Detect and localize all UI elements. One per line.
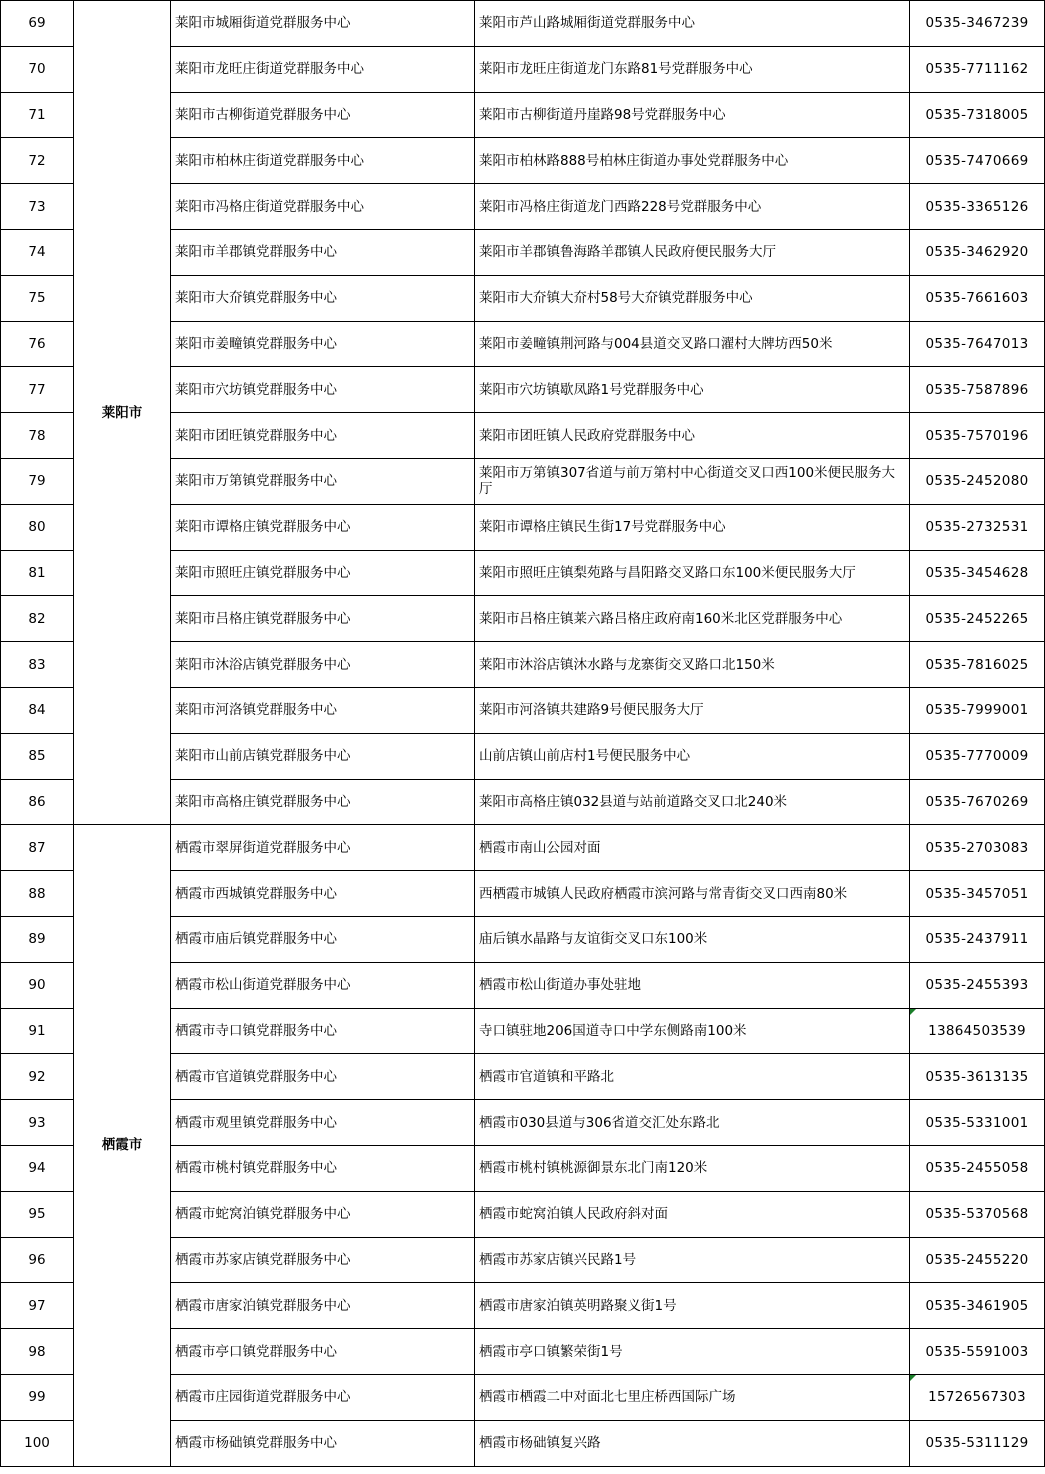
center-address: 栖霞市南山公园对面 bbox=[475, 825, 910, 871]
contact-phone: 0535-7711162 bbox=[910, 46, 1045, 92]
center-name: 莱阳市柏林庄街道党群服务中心 bbox=[171, 138, 475, 184]
center-name: 栖霞市官道镇党群服务中心 bbox=[171, 1054, 475, 1100]
contact-phone: 0535-7999001 bbox=[910, 687, 1045, 733]
contact-phone: 0535-5311129 bbox=[910, 1420, 1045, 1466]
center-name: 栖霞市松山街道党群服务中心 bbox=[171, 962, 475, 1008]
center-address: 莱阳市穴坊镇歇凤路1号党群服务中心 bbox=[475, 367, 910, 413]
center-name: 莱阳市穴坊镇党群服务中心 bbox=[171, 367, 475, 413]
center-name: 莱阳市羊郡镇党群服务中心 bbox=[171, 229, 475, 275]
contact-phone: 0535-3457051 bbox=[910, 871, 1045, 917]
center-address: 莱阳市柏林路888号柏林庄街道办事处党群服务中心 bbox=[475, 138, 910, 184]
center-address: 莱阳市河洛镇共建路9号便民服务大厅 bbox=[475, 687, 910, 733]
row-number: 98 bbox=[1, 1329, 74, 1375]
contact-phone: 0535-3454628 bbox=[910, 550, 1045, 596]
center-name: 栖霞市苏家店镇党群服务中心 bbox=[171, 1237, 475, 1283]
center-address: 栖霞市杨础镇复兴路 bbox=[475, 1420, 910, 1466]
center-address: 莱阳市芦山路城厢街道党群服务中心 bbox=[475, 1, 910, 47]
center-address: 栖霞市苏家店镇兴民路1号 bbox=[475, 1237, 910, 1283]
center-name: 栖霞市翠屏街道党群服务中心 bbox=[171, 825, 475, 871]
contact-phone: 0535-2452080 bbox=[910, 458, 1045, 504]
center-address: 栖霞市栖霞二中对面北七里庄桥西国际广场 bbox=[475, 1374, 910, 1420]
row-number: 87 bbox=[1, 825, 74, 871]
contact-phone: 0535-7587896 bbox=[910, 367, 1045, 413]
center-address: 莱阳市羊郡镇鲁海路羊郡镇人民政府便民服务大厅 bbox=[475, 229, 910, 275]
table-body bbox=[1, 1, 1045, 1467]
center-name: 莱阳市吕格庄镇党群服务中心 bbox=[171, 596, 475, 642]
center-address: 莱阳市团旺镇人民政府党群服务中心 bbox=[475, 413, 910, 459]
row-number: 88 bbox=[1, 871, 74, 917]
center-name: 莱阳市照旺庄镇党群服务中心 bbox=[171, 550, 475, 596]
center-address: 莱阳市沐浴店镇沐水路与龙寨街交叉路口北150米 bbox=[475, 642, 910, 688]
row-number: 80 bbox=[1, 504, 74, 550]
region-cell: 栖霞市 bbox=[74, 825, 171, 1466]
center-address: 栖霞市蛇窝泊镇人民政府斜对面 bbox=[475, 1191, 910, 1237]
row-number: 97 bbox=[1, 1283, 74, 1329]
row-number: 96 bbox=[1, 1237, 74, 1283]
center-name: 莱阳市古柳街道党群服务中心 bbox=[171, 92, 475, 138]
center-address: 莱阳市龙旺庄街道龙门东路81号党群服务中心 bbox=[475, 46, 910, 92]
center-name: 莱阳市冯格庄街道党群服务中心 bbox=[171, 184, 475, 230]
contact-phone: 0535-7470669 bbox=[910, 138, 1045, 184]
row-number: 81 bbox=[1, 550, 74, 596]
center-name: 莱阳市姜疃镇党群服务中心 bbox=[171, 321, 475, 367]
center-name: 栖霞市西城镇党群服务中心 bbox=[171, 871, 475, 917]
center-address: 莱阳市谭格庄镇民生街17号党群服务中心 bbox=[475, 504, 910, 550]
row-number: 100 bbox=[1, 1420, 74, 1466]
row-number: 89 bbox=[1, 916, 74, 962]
center-name: 栖霞市蛇窝泊镇党群服务中心 bbox=[171, 1191, 475, 1237]
contact-phone: 0535-2703083 bbox=[910, 825, 1045, 871]
row-number: 72 bbox=[1, 138, 74, 184]
row-number: 94 bbox=[1, 1145, 74, 1191]
row-number: 70 bbox=[1, 46, 74, 92]
center-address: 山前店镇山前店村1号便民服务中心 bbox=[475, 733, 910, 779]
contact-phone: 0535-7816025 bbox=[910, 642, 1045, 688]
row-number: 90 bbox=[1, 962, 74, 1008]
center-address: 庙后镇水晶路与友谊街交叉口东100米 bbox=[475, 916, 910, 962]
center-address: 莱阳市古柳街道丹崖路98号党群服务中心 bbox=[475, 92, 910, 138]
contact-phone: 0535-7661603 bbox=[910, 275, 1045, 321]
row-number: 84 bbox=[1, 687, 74, 733]
contact-phone: 0535-2732531 bbox=[910, 504, 1045, 550]
contact-phone: 0535-2455393 bbox=[910, 962, 1045, 1008]
contact-phone: 0535-7318005 bbox=[910, 92, 1045, 138]
center-address: 西栖霞市城镇人民政府栖霞市滨河路与常青街交叉口西南80米 bbox=[475, 871, 910, 917]
contact-phone: 0535-7647013 bbox=[910, 321, 1045, 367]
center-name: 栖霞市杨础镇党群服务中心 bbox=[171, 1420, 475, 1466]
center-address: 莱阳市大夼镇大夼村58号大夼镇党群服务中心 bbox=[475, 275, 910, 321]
table-row bbox=[1, 825, 1045, 871]
center-address: 栖霞市唐家泊镇英明路聚义街1号 bbox=[475, 1283, 910, 1329]
row-number: 91 bbox=[1, 1008, 74, 1054]
contact-phone: 0535-3462920 bbox=[910, 229, 1045, 275]
center-name: 莱阳市谭格庄镇党群服务中心 bbox=[171, 504, 475, 550]
contact-phone: 0535-2437911 bbox=[910, 916, 1045, 962]
contact-phone: 15726567303 bbox=[910, 1374, 1045, 1420]
center-address: 莱阳市高格庄镇032县道与站前道路交叉口北240米 bbox=[475, 779, 910, 825]
center-address: 栖霞市桃村镇桃源御景东北门南120米 bbox=[475, 1145, 910, 1191]
center-address: 栖霞市亭口镇繁荣街1号 bbox=[475, 1329, 910, 1375]
row-number: 75 bbox=[1, 275, 74, 321]
center-address: 栖霞市松山街道办事处驻地 bbox=[475, 962, 910, 1008]
center-address: 寺口镇驻地206国道寺口中学东侧路南100米 bbox=[475, 1008, 910, 1054]
contact-phone: 0535-3613135 bbox=[910, 1054, 1045, 1100]
center-name: 栖霞市亭口镇党群服务中心 bbox=[171, 1329, 475, 1375]
row-number: 82 bbox=[1, 596, 74, 642]
contact-phone: 0535-5370568 bbox=[910, 1191, 1045, 1237]
contact-phone: 0535-5591003 bbox=[910, 1329, 1045, 1375]
center-name: 栖霞市寺口镇党群服务中心 bbox=[171, 1008, 475, 1054]
center-name: 莱阳市河洛镇党群服务中心 bbox=[171, 687, 475, 733]
center-name: 莱阳市城厢街道党群服务中心 bbox=[171, 1, 475, 47]
row-number: 77 bbox=[1, 367, 74, 413]
row-number: 76 bbox=[1, 321, 74, 367]
center-address: 莱阳市照旺庄镇梨苑路与昌阳路交叉路口东100米便民服务大厅 bbox=[475, 550, 910, 596]
row-number: 73 bbox=[1, 184, 74, 230]
contact-phone: 0535-3365126 bbox=[910, 184, 1045, 230]
row-number: 83 bbox=[1, 642, 74, 688]
center-name: 栖霞市观里镇党群服务中心 bbox=[171, 1100, 475, 1146]
row-number: 93 bbox=[1, 1100, 74, 1146]
row-number: 78 bbox=[1, 413, 74, 459]
contact-phone: 0535-2455058 bbox=[910, 1145, 1045, 1191]
table-row bbox=[1, 1, 1045, 47]
row-number: 79 bbox=[1, 458, 74, 504]
contact-phone: 0535-2452265 bbox=[910, 596, 1045, 642]
contact-phone: 0535-3467239 bbox=[910, 1, 1045, 47]
center-name: 莱阳市万第镇党群服务中心 bbox=[171, 458, 475, 504]
center-address: 莱阳市姜疃镇荆河路与004县道交叉路口濯村大牌坊西50米 bbox=[475, 321, 910, 367]
row-number: 95 bbox=[1, 1191, 74, 1237]
contact-phone: 0535-3461905 bbox=[910, 1283, 1045, 1329]
center-address: 莱阳市万第镇307省道与前万第村中心街道交叉口西100米便民服务大厅 bbox=[475, 458, 910, 504]
contact-phone: 0535-7670269 bbox=[910, 779, 1045, 825]
center-address: 莱阳市吕格庄镇莱六路吕格庄政府南160米北区党群服务中心 bbox=[475, 596, 910, 642]
contact-phone: 0535-7570196 bbox=[910, 413, 1045, 459]
center-address: 莱阳市冯格庄街道龙门西路228号党群服务中心 bbox=[475, 184, 910, 230]
center-name: 栖霞市庙后镇党群服务中心 bbox=[171, 916, 475, 962]
row-number: 86 bbox=[1, 779, 74, 825]
center-name: 莱阳市大夼镇党群服务中心 bbox=[171, 275, 475, 321]
center-name: 莱阳市龙旺庄街道党群服务中心 bbox=[171, 46, 475, 92]
row-number: 71 bbox=[1, 92, 74, 138]
center-name: 栖霞市桃村镇党群服务中心 bbox=[171, 1145, 475, 1191]
region-cell: 莱阳市 bbox=[74, 1, 171, 825]
center-name: 莱阳市山前店镇党群服务中心 bbox=[171, 733, 475, 779]
row-number: 92 bbox=[1, 1054, 74, 1100]
row-number: 74 bbox=[1, 229, 74, 275]
row-number: 85 bbox=[1, 733, 74, 779]
contact-phone: 13864503539 bbox=[910, 1008, 1045, 1054]
contact-phone: 0535-7770009 bbox=[910, 733, 1045, 779]
row-number: 99 bbox=[1, 1374, 74, 1420]
contact-phone: 0535-5331001 bbox=[910, 1100, 1045, 1146]
center-address: 栖霞市官道镇和平路北 bbox=[475, 1054, 910, 1100]
center-name: 栖霞市庄园街道党群服务中心 bbox=[171, 1374, 475, 1420]
center-name: 莱阳市沐浴店镇党群服务中心 bbox=[171, 642, 475, 688]
center-address: 栖霞市030县道与306省道交汇处东路北 bbox=[475, 1100, 910, 1146]
center-name: 莱阳市高格庄镇党群服务中心 bbox=[171, 779, 475, 825]
center-name: 莱阳市团旺镇党群服务中心 bbox=[171, 413, 475, 459]
row-number: 69 bbox=[1, 1, 74, 47]
contact-phone: 0535-2455220 bbox=[910, 1237, 1045, 1283]
center-name: 栖霞市唐家泊镇党群服务中心 bbox=[171, 1283, 475, 1329]
